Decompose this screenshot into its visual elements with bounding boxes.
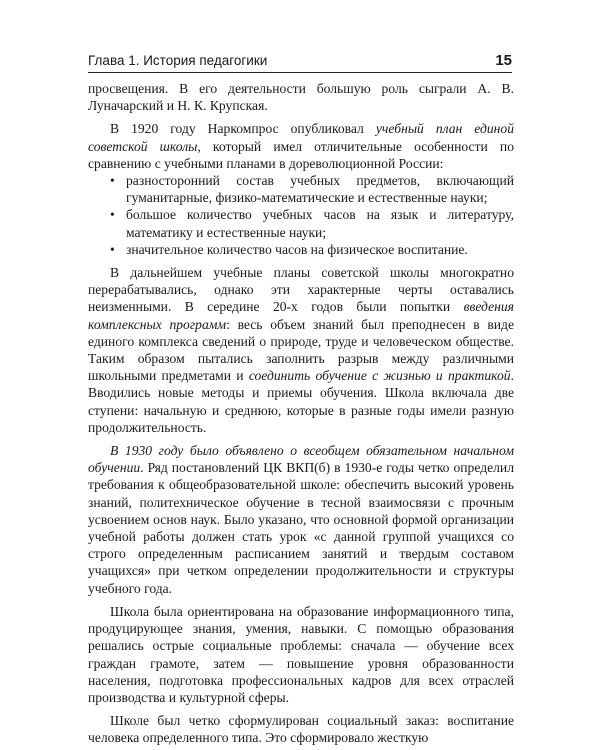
- list-item: • разносторонний состав учебных предметов, включающий гуманитарные, физико-математические и естественные науки;: [110, 173, 514, 206]
- running-header: [88, 52, 512, 69]
- paragraph-1920-plan: В 1920 году Наркомпрос опубликовал учебный план единой советской школы, который имел отличительные особенности по сравнению с учебными планами в дореволюционной России:: [88, 121, 514, 171]
- paragraph-1930-education: В 1930 году было объявлено о всеобщем обязательном начальном обучении. Ряд постановлений ЦК ВКП(б) в 1930-е годы четко определил требования к общеобразовательной школе: обеспечить высокий уровень знаний, политехническое обучение в тесной взаимосвязи с прочным усвоением основ наук. Было указано, что основной формой организации учебной работы должен стать урок «с данной группой учащихся со строго определенным расписанием занятий и твердым составом учащихся» при четком определении продолжительности и структуры учебного года.: [88, 443, 514, 596]
- paragraph-social-order: Школе был четко сформулирован социальный заказ: воспитание человека определенного типа. Это сформировало жесткую: [88, 713, 514, 746]
- emphasis-life-practice: соединить обучение с жизнью и практикой: [248, 368, 511, 384]
- features-list: [88, 172, 514, 258]
- bullet-icon: •: [110, 207, 115, 223]
- header-rule: [88, 72, 512, 73]
- paragraph-continued: просвещения. В его деятельности большую роль сыграли А. В. Луначарский и Н. К. Крупская.: [88, 81, 514, 114]
- emphasis-complex-programs: введения комплексных программ: [88, 299, 514, 332]
- page-number: 15: [495, 52, 512, 69]
- bullet-icon: •: [110, 241, 115, 257]
- paragraph-complex-programs: В дальнейшем учебные планы советской школы многократно перерабатывались, однако эти характерные черты оставались неизменными. В середине 20-х годов были попытки введения комплексных программ: весь объем знаний был преподнесен в виде единого комплекса сведений о природе, труде и человеческом обществе. Таким образом пытались заполнить разрыв между различными школьными предметами и соединить обучение с жизнью и практикой. Вводились новые методы и приемы обучения. Школа включала две ступени: начальную и среднюю, которые в разные годы имели разную продолжительность.: [88, 265, 515, 435]
- chapter-title: Глава 1. История педагогики: [88, 53, 268, 68]
- emphasis-curriculum: учебный план единой советской школы: [88, 121, 514, 154]
- paragraph-information-school: Школа была ориентирована на образование информационного типа, продуцирующее знания, умения, навыки. С помощью образования решались острые социальные проблемы: сначала — обучение всех граждан грамоте, затем — повышение уровня образованности населения, подготовка профессиональных кадров для всех отраслей производства и культурной сферы.: [88, 603, 514, 705]
- emphasis-1930: В 1930 году было объявлено о всеобщем обязательном начальном обучении: [88, 443, 514, 476]
- bullet-icon: •: [110, 173, 115, 189]
- page-body: [88, 80, 514, 747]
- list-item: • большое количество учебных часов на язык и литературу, математику и естественные науки;: [110, 207, 514, 240]
- list-item: • значительное количество часов на физическое воспитание.: [110, 241, 468, 257]
